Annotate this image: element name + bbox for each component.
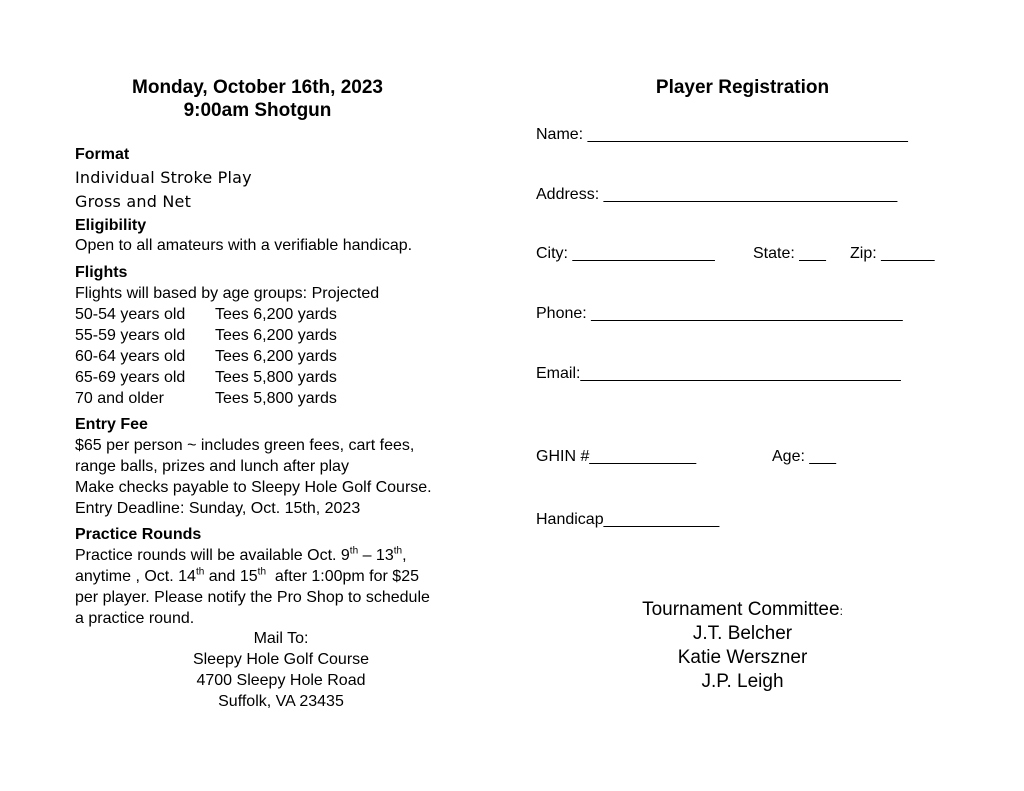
flight-row — [75, 304, 337, 325]
age-field[interactable]: Age: ___ — [772, 448, 837, 465]
flight-tees: Tees 6,200 yards — [215, 306, 337, 323]
format-heading: Format — [75, 146, 130, 163]
committee-member: J.T. Belcher — [692, 623, 793, 644]
flight-age: 55-59 years old — [75, 327, 186, 344]
event-start: 9:00am Shotgun — [183, 100, 332, 121]
practice-line-2: anytime , Oct. 14th and 15th after 1:00pm for $25 — [75, 566, 419, 585]
flight-tees: Tees 5,800 yards — [215, 390, 337, 407]
mail-address-line-2: 4700 Sleepy Hole Road — [196, 672, 366, 689]
eligibility-text: Open to all amateurs with a verifiable handicap. — [75, 237, 413, 254]
committee-member: J.P. Leigh — [701, 671, 784, 692]
mail-address-line-3: Suffolk, VA 23435 — [218, 693, 344, 710]
email-field[interactable]: Email:____________________________________ — [536, 365, 901, 382]
flight-age: 65-69 years old — [75, 369, 186, 386]
format-line-2: Gross and Net — [75, 192, 192, 211]
flight-row — [75, 388, 337, 409]
zip-field[interactable]: Zip: ______ — [850, 245, 935, 262]
event-date: Monday, October 16th, 2023 — [132, 77, 383, 98]
flights-heading: Flights — [75, 264, 128, 281]
address-field[interactable]: Address: _________________________________ — [536, 186, 898, 203]
name-field[interactable]: Name: ____________________________________ — [536, 126, 908, 143]
entry-fee-heading: Entry Fee — [75, 416, 148, 433]
flight-tees: Tees 6,200 yards — [215, 327, 337, 344]
handicap-field[interactable]: Handicap_____________ — [536, 511, 720, 528]
flights-intro: Flights will based by age groups: Projected — [75, 285, 380, 302]
committee-member: Katie Werszner — [677, 647, 808, 668]
flight-tees: Tees 6,200 yards — [215, 348, 337, 365]
format-line-1: Individual Stroke Play — [75, 168, 252, 187]
phone-field[interactable]: Phone: ___________________________________ — [536, 305, 903, 322]
city-field[interactable]: City: ________________ — [536, 245, 715, 262]
flight-row — [75, 367, 337, 388]
registration-title: Player Registration — [655, 77, 830, 98]
entry-fee-line-2: range balls, prizes and lunch after play — [75, 458, 349, 475]
flight-age: 70 and older — [75, 390, 164, 407]
practice-line-4: a practice round. — [75, 610, 195, 627]
entry-fee-line-1: $65 per person ~ includes green fees, cart fees, — [75, 437, 415, 454]
practice-line-1: Practice rounds will be available Oct. 9th – 13th, — [75, 545, 407, 564]
eligibility-heading: Eligibility — [75, 217, 147, 234]
flight-age: 60-64 years old — [75, 348, 186, 365]
state-field[interactable]: State: ___ — [753, 245, 826, 262]
practice-heading: Practice Rounds — [75, 526, 202, 543]
flight-age: 50-54 years old — [75, 306, 186, 323]
flight-tees: Tees 5,800 yards — [215, 369, 337, 386]
committee-title: Tournament Committee: — [642, 599, 843, 620]
mail-to-label: Mail To: — [253, 630, 309, 647]
mail-address-line-1: Sleepy Hole Golf Course — [192, 651, 370, 668]
practice-line-3: per player. Please notify the Pro Shop to schedule — [75, 589, 430, 606]
entry-deadline: Entry Deadline: Sunday, Oct. 15th, 2023 — [75, 500, 361, 517]
flight-row — [75, 325, 337, 346]
ghin-field[interactable]: GHIN #____________ — [536, 448, 697, 465]
flight-row — [75, 346, 337, 367]
entry-fee-line-3: Make checks payable to Sleepy Hole Golf Course. — [75, 479, 432, 496]
